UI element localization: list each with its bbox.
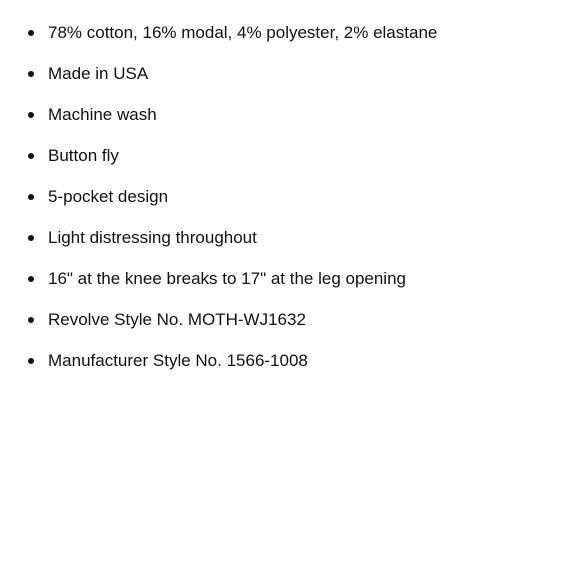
detail-item-manufacturer-style (0, 349, 580, 390)
bullet-icon (28, 112, 34, 118)
detail-item-closure (0, 144, 580, 185)
bullet-icon (28, 71, 34, 77)
bullet-icon (28, 358, 34, 364)
bullet-icon (28, 153, 34, 159)
detail-text: Made in USA (48, 64, 149, 83)
detail-text: Manufacturer Style No. 1566-1008 (48, 351, 308, 370)
detail-text: Revolve Style No. MOTH-WJ1632 (48, 310, 306, 329)
detail-item-pockets (0, 185, 580, 226)
detail-text: 5-pocket design (48, 187, 169, 206)
detail-text: Machine wash (48, 105, 157, 124)
detail-item-measurements (0, 267, 580, 308)
detail-item-distressing (0, 226, 580, 267)
detail-item-fabric (0, 21, 580, 62)
bullet-icon (28, 235, 34, 241)
bullet-icon (28, 194, 34, 200)
detail-item-revolve-style (0, 308, 580, 349)
bullet-icon (28, 317, 34, 323)
detail-text: 78% cotton, 16% modal, 4% polyester, 2% elastane (48, 23, 438, 42)
detail-item-care (0, 103, 580, 144)
product-details-list (0, 21, 580, 390)
detail-text: Button fly (48, 146, 119, 165)
detail-text: Light distressing throughout (48, 228, 257, 247)
detail-text: 16" at the knee breaks to 17" at the leg opening (48, 269, 406, 288)
detail-item-origin (0, 62, 580, 103)
bullet-icon (28, 276, 34, 282)
bullet-icon (28, 30, 34, 36)
